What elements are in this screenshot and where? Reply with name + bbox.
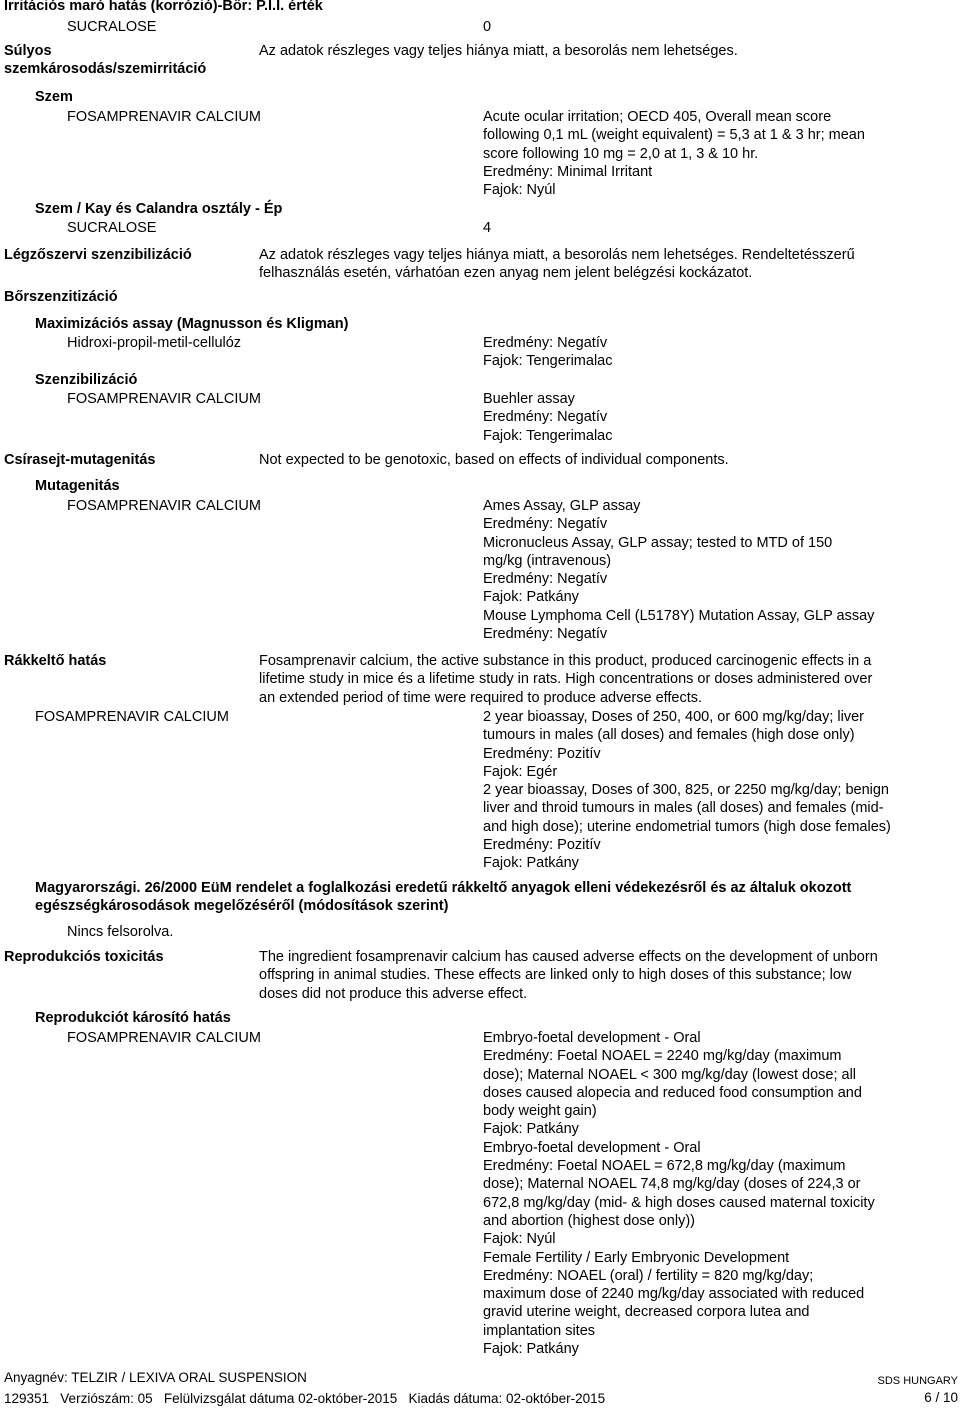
text-line: lifetime study in mice és a lifetime study in rats. High concentrations or doses administered over xyxy=(259,671,873,688)
classification-text xyxy=(259,246,855,283)
result-line: dose); Maternal NOAEL < 300 mg/kg/day (lowest dose; all xyxy=(483,1066,857,1083)
result-line: body weight gain) xyxy=(483,1103,597,1120)
substance-name: SUCRALOSE xyxy=(67,220,157,236)
result-line: Eredmény: Pozitív xyxy=(483,837,601,854)
result-line: tumours in males (all doses) and females (high dose only) xyxy=(483,727,855,744)
test-result-block xyxy=(483,1029,875,1358)
test-label-sensitisation: Szenzibilizáció xyxy=(35,372,138,388)
result-line: following 0,1 mL (weight equivalent) = 5,3 at 1 & 3 hr; mean xyxy=(483,127,865,144)
result-line: Eredmény: NOAEL (oral) / fertility = 820 mg/kg/day; xyxy=(483,1267,814,1284)
result-line: Ames Assay, GLP assay xyxy=(483,498,641,514)
result-line: Fajok: Tengerimalac xyxy=(483,427,613,444)
section-heading-skin-sensitisation: Bőrszenzitizáció xyxy=(4,289,118,305)
footer-document-info: 129351 Verziószám: 05 Felülvizsgálat dátuma 02-október-2015 Kiadás dátuma: 02-október-2015 xyxy=(4,1391,606,1406)
result-line: Female Fertility / Early Embryonic Development xyxy=(483,1249,790,1266)
result-line: Fajok: Patkány xyxy=(483,855,579,872)
result-line: Fajok: Nyúl xyxy=(483,1231,556,1248)
substance-name: SUCRALOSE xyxy=(67,19,157,35)
result-line: gravid uterine weight, decreased corpora lutea and xyxy=(483,1304,810,1321)
result-line: 2 year bioassay, Doses of 250, 400, or 600 mg/kg/day; liver xyxy=(483,709,864,725)
substance-name: FOSAMPRENAVIR CALCIUM xyxy=(67,498,261,514)
substance-name: Hidroxi-propil-metil-cellulóz xyxy=(67,335,242,351)
test-value: 4 xyxy=(483,220,492,236)
section-heading-respiratory: Légzőszervi szenzibilizáció xyxy=(4,247,192,263)
result-line: mg/kg (intravenous) xyxy=(483,552,612,569)
result-line: maximum dose of 2240 mg/kg/day associated with reduced xyxy=(483,1286,865,1303)
text-line: offspring in animal studies. These effects are linked only to high doses of this substance; low xyxy=(259,967,852,984)
test-result-block xyxy=(483,497,874,643)
test-label-kay: Szem / Kay és Calandra osztály - Ép xyxy=(35,201,283,217)
test-label-reproductive: Reprodukciót károsító hatás xyxy=(35,1010,231,1026)
result-line: Eredmény: Minimal Irritant xyxy=(483,163,653,180)
footer-product-name: Anyagnév: TELZIR / LEXIVA ORAL SUSPENSION xyxy=(4,1370,307,1385)
result-line: dose); Maternal NOAEL 74,8 mg/kg/day (doses of 224,3 or xyxy=(483,1176,861,1193)
result-line: Eredmény: Pozitív xyxy=(483,745,601,762)
test-result-block xyxy=(483,708,891,873)
section-heading-eye-damage xyxy=(4,42,206,79)
result-line: and high dose); uterine endometrial tumors (high dose females) xyxy=(483,818,891,835)
result-line: 672,8 mg/kg/day (mid- & high doses caused maternal toxicity xyxy=(483,1194,875,1211)
text-line: Fosamprenavir calcium, the active substance in this product, produced carcinogenic effects in a xyxy=(259,653,872,669)
regulation-line: egészségkárosodások megelőzéséről (módosítások szerint) xyxy=(35,898,449,915)
section-heading-reproductive-toxicity: Reprodukciós toxicitás xyxy=(4,949,164,965)
result-line: Eredmény: Foetal NOAEL = 672,8 mg/kg/day (maximum xyxy=(483,1158,846,1175)
result-line: Embryo-foetal development - Oral xyxy=(483,1030,701,1046)
result-line: implantation sites xyxy=(483,1322,596,1339)
test-label-eye: Szem xyxy=(35,89,73,105)
test-result-block xyxy=(483,108,865,199)
text-line: doses did not produce this adverse effect. xyxy=(259,985,528,1002)
regulation-heading xyxy=(35,879,851,916)
result-line: Fajok: Patkány xyxy=(483,1121,579,1138)
result-line: Fajok: Tengerimalac xyxy=(483,353,613,370)
result-line: liver and throid tumours in males (all doses) and females (mid- xyxy=(483,800,884,817)
test-value: 0 xyxy=(483,19,492,35)
heading-line: Súlyos xyxy=(4,43,52,59)
test-result-block xyxy=(483,390,613,445)
substance-name: FOSAMPRENAVIR CALCIUM xyxy=(67,109,261,125)
result-line: Micronucleus Assay, GLP assay; tested to MTD of 150 xyxy=(483,534,833,551)
footer-sds-label: SDS HUNGARY xyxy=(877,1375,958,1387)
text-line: Az adatok részleges vagy teljes hiánya miatt, a besorolás nem lehetséges. Rendeltetésszerű xyxy=(259,247,855,263)
section-heading-carcinogenicity: Rákkeltő hatás xyxy=(4,653,107,669)
text-line: an extended period of time were required to produce adverse effects. xyxy=(259,689,703,706)
result-line: Eredmény: Negatív xyxy=(483,335,608,351)
text-line: felhasználás esetén, várhatóan ezen anyag nem jelent belégzési kockázatot. xyxy=(259,265,753,282)
result-line: Eredmény: Negatív xyxy=(483,409,608,426)
result-line: Fajok: Nyúl xyxy=(483,182,556,199)
substance-name: FOSAMPRENAVIR CALCIUM xyxy=(67,1030,261,1046)
heading-line: szemkárosodás/szemirritáció xyxy=(4,61,207,78)
section-heading-skin-irritation: Irritációs maró hatás (korrózió)-Bőr: P.I.I. érték xyxy=(4,0,323,14)
test-label-maximization: Maximizációs assay (Magnusson és Kligman) xyxy=(35,316,349,332)
substance-name: FOSAMPRENAVIR CALCIUM xyxy=(35,709,229,725)
result-line: Fajok: Egér xyxy=(483,763,558,780)
result-line: Eredmény: Negatív xyxy=(483,626,608,643)
result-line: Mouse Lymphoma Cell (L5178Y) Mutation Assay, GLP assay xyxy=(483,607,875,624)
result-line: Eredmény: Negatív xyxy=(483,516,608,533)
classification-text: Az adatok részleges vagy teljes hiánya miatt, a besorolás nem lehetséges. xyxy=(259,43,738,59)
result-line: Embryo-foetal development - Oral xyxy=(483,1139,701,1156)
test-label-mutagenicity: Mutagenitás xyxy=(35,478,120,494)
result-line: Eredmény: Foetal NOAEL = 2240 mg/kg/day (maximum xyxy=(483,1048,842,1065)
result-line: score following 10 mg = 2,0 at 1, 3 & 10 hr. xyxy=(483,145,759,162)
regulation-line: Magyarországi. 26/2000 EüM rendelet a foglalkozási eredetű rákkeltő anyagok elleni védekezésről és az általuk okozott xyxy=(35,880,852,896)
result-line: Buehler assay xyxy=(483,391,575,407)
result-line: and abortion (highest dose only)) xyxy=(483,1212,695,1229)
substance-name: FOSAMPRENAVIR CALCIUM xyxy=(67,391,261,407)
section-heading-germ-cell-mutagenicity: Csírasejt-mutagenitás xyxy=(4,452,156,468)
result-line: 2 year bioassay, Doses of 300, 825, or 2250 mg/kg/day; benign xyxy=(483,782,889,799)
classification-text xyxy=(259,948,878,1003)
result-line: Acute ocular irritation; OECD 405, Overall mean score xyxy=(483,109,832,125)
regulation-status: Nincs felsorolva. xyxy=(67,924,174,940)
result-line: Eredmény: Negatív xyxy=(483,571,608,588)
test-result-block xyxy=(483,334,613,371)
text-line: The ingredient fosamprenavir calcium has caused adverse effects on the development of unborn xyxy=(259,949,878,965)
classification-text xyxy=(259,652,872,707)
result-line: Fajok: Patkány xyxy=(483,1341,579,1358)
result-line: Fajok: Patkány xyxy=(483,589,579,606)
footer-page-number: 6 / 10 xyxy=(924,1390,958,1405)
result-line: doses caused alopecia and reduced food consumption and xyxy=(483,1084,862,1101)
classification-text: Not expected to be genotoxic, based on effects of individual components. xyxy=(259,452,729,468)
